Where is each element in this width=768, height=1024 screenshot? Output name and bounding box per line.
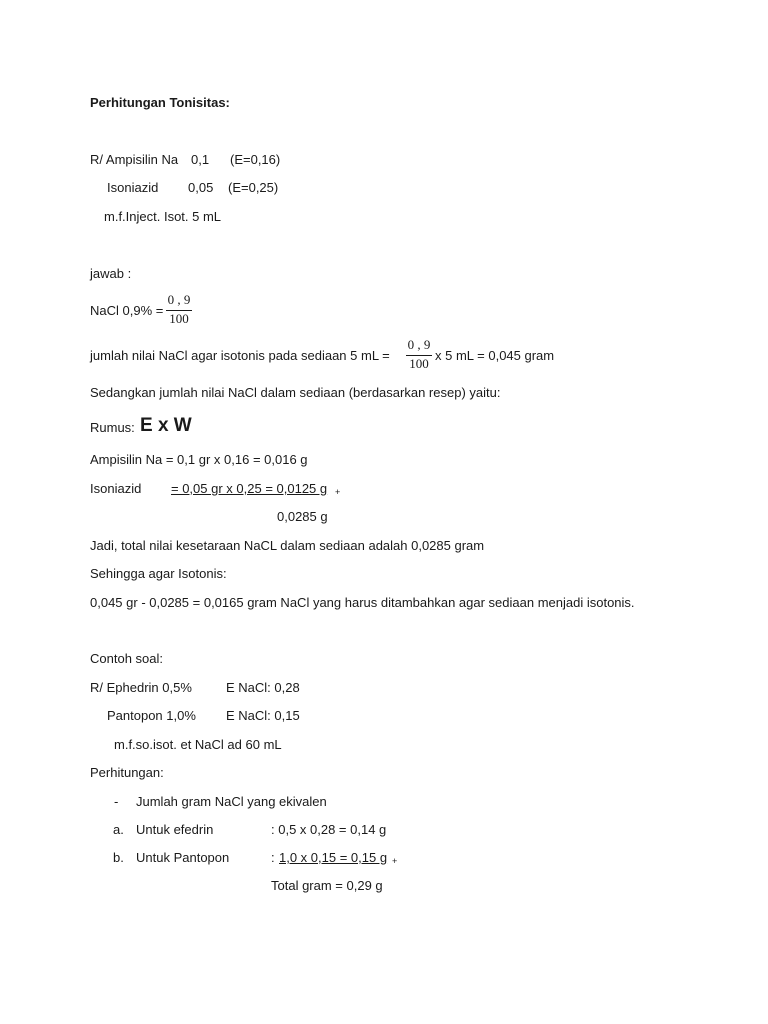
example-line3: m.f.so.isot. et NaCl ad 60 mL [114,737,282,752]
item-a-calc: : 0,5 x 0,28 = 0,14 g [271,822,387,837]
rumus-label: Rumus: [90,420,135,435]
item-b-plus: + [392,856,398,866]
sehingga-line: Sehingga agar Isotonis: [90,566,227,581]
nacl-fraction-numerator: 0 , 9 [167,292,191,307]
recipe1-line3: m.f.Inject. Isot. 5 mL [104,209,222,224]
example-label: Contoh soal: [90,651,163,666]
jumlah-prefix: jumlah nilai NaCl agar isotonis pada sediaan 5 mL = [90,348,390,363]
recipe1-line2-name: Isoniazid [107,180,159,195]
sum-total: 0,0285 g [277,509,328,524]
recipe1-line1-qty: 0,1 [191,152,210,167]
recipe1-line1-prefix: R/ Ampisilin Na [90,152,179,167]
perhitungan-label: Perhitungan: [90,765,164,780]
item-a-marker: a. [113,822,124,837]
jadi-line: Jadi, total nilai kesetaraan NaCL dalam sediaan adalah 0,0285 gram [90,538,485,553]
final-line: 0,045 gr - 0,0285 = 0,0165 gram NaCl yang harus ditambahkan agar sediaan menjadi isotonis. [90,595,635,610]
example-line1-name: R/ Ephedrin 0,5% [90,680,192,695]
bullet-text: Jumlah gram NaCl yang ekivalen [136,794,327,809]
bullet-dash: - [114,794,119,809]
ampisilin-calc: Ampisilin Na = 0,1 gr x 0,16 = 0,016 g [90,452,308,467]
item-b-colon: : [271,850,275,865]
isoniazid-label: Isoniazid [90,481,142,496]
jumlah-fraction-denominator: 100 [409,356,429,371]
item-b-label: Untuk Pantopon [136,850,230,865]
page-title: Perhitungan Tonisitas: [90,95,230,110]
recipe1-line2-qty: 0,05 [188,180,214,195]
example-line2-e: E NaCl: 0,15 [226,708,300,723]
jumlah-fraction-numerator: 0 , 9 [407,337,431,352]
example-total: Total gram = 0,29 g [271,878,383,893]
item-b-calc: 1,0 x 0,15 = 0,15 g [279,850,388,865]
sedangkan-line: Sedangkan jumlah nilai NaCl dalam sediaan (berdasarkan resep) yaitu: [90,385,501,400]
nacl-label: NaCl 0,9% = [90,303,164,318]
nacl-fraction-denominator: 100 [169,311,189,326]
isoniazid-plus: + [335,487,341,497]
answer-label: jawab : [90,266,132,281]
rumus-formula: E x W [140,415,192,436]
item-b-marker: b. [113,850,124,865]
recipe1-line2-e: (E=0,25) [228,180,279,195]
isoniazid-calc: = 0,05 gr x 0,25 = 0,0125 g [171,481,328,496]
recipe1-line1-e: (E=0,16) [230,152,281,167]
example-line1-e: E NaCl: 0,28 [226,680,300,695]
example-line2-name: Pantopon 1,0% [107,708,196,723]
item-a-label: Untuk efedrin [136,822,214,837]
jumlah-suffix: x 5 mL = 0,045 gram [435,348,555,363]
